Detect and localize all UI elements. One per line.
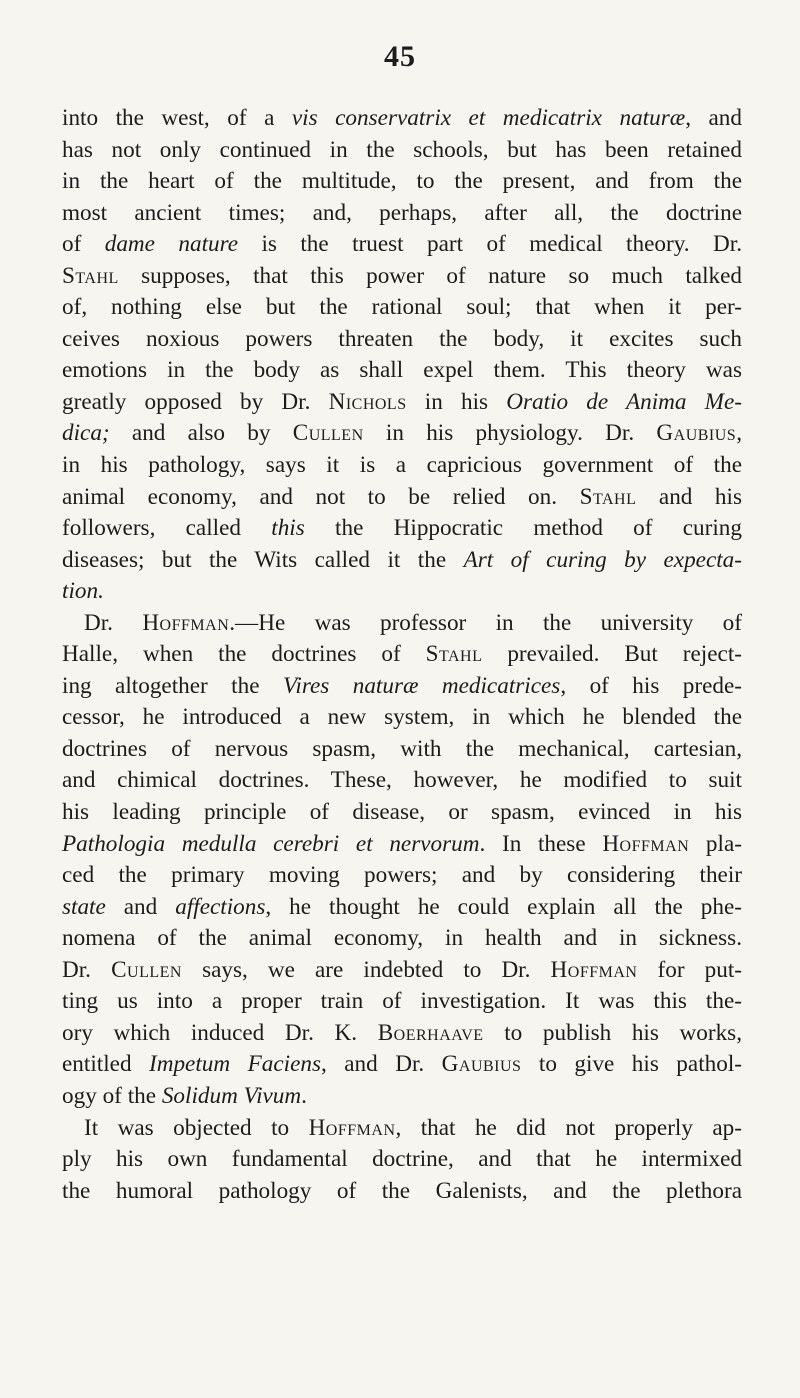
text-line: Halle, when the doctrines of Stahl prevailed. But reject-: [62, 641, 742, 668]
text-line: ting us into a proper train of investigation. It was this the-: [62, 988, 742, 1015]
name-nichols: Nichols: [328, 388, 407, 415]
text-line: ory which induced Dr. K. Boerhaave to publish his works,: [62, 1019, 742, 1046]
name-hoffman: Hoffman: [308, 1114, 396, 1141]
text-line: ced the primary moving powers; and by considering their: [62, 862, 742, 889]
text-line: Dr. Cullen says, we are indebted to Dr. Hoffman for put-: [62, 956, 743, 983]
text-line: in his pathology, says it is a capricious government of the: [62, 452, 742, 479]
name-gaubius: Gaubius: [656, 420, 737, 447]
text-line: animal economy, and not to be relied on. Stahl and his: [62, 483, 742, 510]
text-line: in the heart of the multitude, to the present, and from the: [62, 168, 742, 195]
text-line: of, nothing else but the rational soul; that when it per-: [62, 294, 742, 321]
page-number: 45: [384, 40, 416, 73]
name-stahl: Stahl: [425, 641, 483, 668]
name-boerhaave: Boerhaave: [377, 1019, 484, 1046]
text-line: and chimical doctrines. These, however, he modified to suit: [62, 767, 742, 794]
text-line: tion.: [62, 578, 104, 605]
text-line: his leading principle of disease, or spasm, evinced in his: [62, 799, 742, 826]
text-line: has not only continued in the schools, but has been retained: [62, 136, 742, 163]
text-line: state and affections, he thought he could explain all the phe-: [62, 893, 743, 920]
name-hoffman: Hoffman: [602, 830, 690, 857]
text-line: greatly opposed by Dr. Nichols in his Oratio de Anima Me-: [62, 388, 742, 415]
text-line: cessor, he introduced a new system, in which he blended the: [62, 704, 742, 731]
name-cullen: Cullen: [292, 420, 364, 447]
text-line: diseases; but the Wits called it the Art of curing by expecta-: [62, 546, 742, 573]
name-hoffman: Hoffman: [142, 609, 230, 636]
text-line: doctrines of nervous spasm, with the mechanical, cartesian,: [62, 735, 742, 762]
text-line: nomena of the animal economy, in health and in sickness.: [62, 925, 742, 952]
text-line: ceives noxious powers threaten the body, it excites such: [62, 325, 742, 352]
text-line: into the west, of a vis conservatrix et medicatrix naturæ, and: [62, 105, 742, 131]
paragraph-start: Dr. Hoffman.—He was professor in the university of: [84, 609, 742, 636]
name-cullen: Cullen: [111, 956, 182, 983]
text-line: followers, called this the Hippocratic method of curing: [62, 515, 742, 542]
name-hoffman: Hoffman: [550, 956, 638, 983]
text-line: ply his own fundamental doctrine, and that he intermixed: [62, 1146, 742, 1173]
text-line: Stahl supposes, that this power of nature so much talked: [62, 262, 742, 289]
text-line: emotions in the body as shall expel them. This theory was: [62, 357, 742, 384]
text-line: of dame nature is the truest part of medical theory. Dr.: [62, 231, 742, 258]
text-line: ogy of the Solidum Vivum.: [62, 1082, 307, 1109]
text-line: entitled Impetum Faciens, and Dr. Gaubius to give his pathol-: [62, 1051, 742, 1078]
text-line: dica; and also by Cullen in his physiology. Dr. Gaubius,: [62, 420, 742, 447]
text-line: most ancient times; and, perhaps, after all, the doctrine: [62, 199, 742, 226]
name-stahl: Stahl: [579, 483, 637, 510]
text-line: the humoral pathology of the Galenists, and the plethora: [62, 1177, 742, 1204]
text-line: Pathologia medulla cerebri et nervorum. In these Hoffman pla-: [62, 830, 742, 857]
name-gaubius: Gaubius: [441, 1051, 522, 1078]
paragraph-start: It was objected to Hoffman, that he did not properly ap-: [84, 1114, 742, 1141]
text-line: ing altogether the Vires naturæ medicatrices, of his prede-: [62, 672, 742, 699]
body-text: [62, 103, 742, 1207]
name-stahl: Stahl: [62, 262, 119, 289]
